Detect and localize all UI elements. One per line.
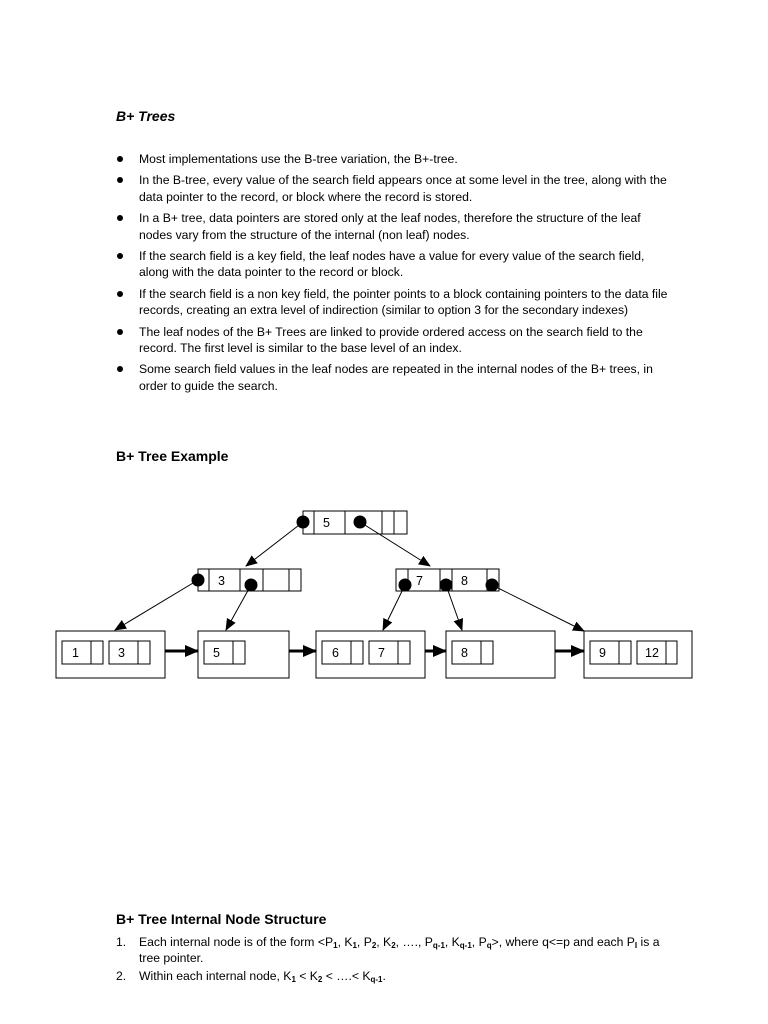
text-part: < ….< K (322, 968, 371, 983)
numbered-item-1 (116, 934, 676, 967)
text-part: , K (376, 935, 392, 949)
text-part: , P (471, 935, 487, 949)
leaf1-key-3: 3 (118, 646, 125, 660)
bullet-item: In a B+ tree, data pointers are stored only at the leaf nodes, therefore the structure of the leaf nodes vary from the structure of the internal (non leaf) nodes. (116, 210, 676, 243)
item-number: 2. (116, 968, 127, 983)
text-part: , …., P (395, 935, 433, 949)
text-part: Each internal node is of the form <P (139, 935, 334, 949)
bullet-item: Some search field values in the leaf nodes are repeated in the internal nodes of the B+ trees, in order to guide the search. (116, 361, 676, 394)
subscript: q (486, 941, 492, 950)
leaf2-key-5: 5 (213, 646, 220, 660)
text-part: , K (444, 935, 460, 949)
subscript: 2 (391, 941, 396, 950)
internal-right-key-8: 8 (461, 574, 468, 588)
text-part: . (382, 968, 386, 983)
subscript: q-1 (459, 941, 472, 950)
root-key-5: 5 (323, 516, 330, 530)
internal-right-key-7: 7 (416, 574, 423, 588)
subscript: 1 (352, 941, 357, 950)
leaf3-key-6: 6 (332, 646, 339, 660)
leaf5-key-12: 12 (645, 646, 659, 660)
text-part: , P (356, 935, 372, 949)
subscript: 1 (333, 941, 338, 950)
bullet-item: The leaf nodes of the B+ Trees are linked to provide ordered access on the search field to the record. The first level is similar to the base level of an index. (116, 324, 676, 357)
bullet-item: In the B-tree, every value of the search field appears once at some level in the tree, along with the data pointer to the record, or block where the record is stored. (116, 172, 676, 205)
numbered-item-2 (116, 968, 676, 984)
text-part: < K (295, 968, 318, 983)
bullet-item: Most implementations use the B-tree variation, the B+-tree. (116, 151, 676, 167)
section-title-internal-node-structure: B+ Tree Internal Node Structure (116, 911, 327, 927)
subscript: 2 (317, 974, 323, 984)
subscript: 1 (291, 974, 296, 984)
leaf4-key-8: 8 (461, 646, 468, 660)
leaf1-key-1: 1 (72, 646, 79, 660)
subscript: q-1 (370, 974, 383, 984)
subscript: 2 (371, 941, 377, 950)
leaf5-key-9: 9 (599, 646, 606, 660)
leaf-node-2 (198, 631, 289, 678)
internal-node-structure-list (116, 934, 676, 985)
text-part: , K (337, 935, 353, 949)
tree-pointer-arrows (115, 522, 584, 631)
leaf3-key-7: 7 (378, 646, 385, 660)
text-part: Within each internal node, K (139, 968, 292, 983)
bullet-item: If the search field is a key field, the leaf nodes have a value for every value of the search field, along with the data pointer to the record or block. (116, 248, 676, 281)
text-part: is a tree pointer. (139, 935, 660, 966)
bullet-item: If the search field is a non key field, the pointer points to a block containing pointers to the data file records, creating an extra level of indirection (similar to option 3 for the secondary indexes) (116, 286, 676, 319)
internal-left-key-3: 3 (218, 574, 225, 588)
section-title-tree-example: B+ Tree Example (116, 448, 229, 464)
subscript: I (634, 941, 638, 950)
subscript: q-1 (432, 941, 445, 950)
item-number: 1. (116, 935, 127, 949)
text-part: >, where q<=p and each P (491, 935, 635, 949)
section-title-b-plus-trees: B+ Trees (116, 108, 176, 124)
